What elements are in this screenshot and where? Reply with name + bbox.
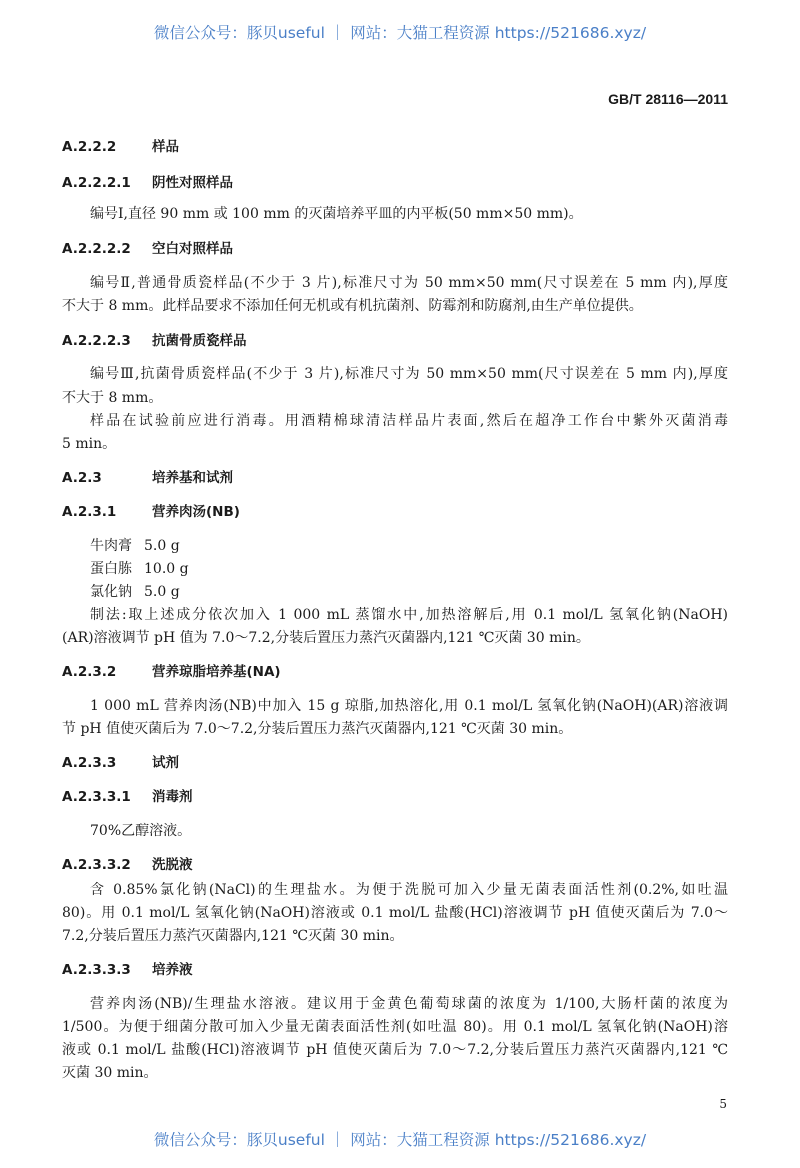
- section-title: 空白对照样品: [152, 241, 233, 257]
- paragraph-line: 80)。用 0.1 mol/L 氢氧化钠(NaOH)溶液或 0.1 mol/L 盐酸(HCl)溶液调节 pH 值使灭菌后为 7.0～: [62, 905, 728, 921]
- paragraph-line: (AR)溶液调节 pH 值为 7.0～7.2,分装后置压力蒸汽灭菌器内,121 ℃灭菌 30 min。: [62, 630, 590, 646]
- paragraph-line: 制法:取上述成分依次加入 1 000 mL 蒸馏水中,加热溶解后,用 0.1 mol/L 氢氧化钠(NaOH): [90, 607, 728, 623]
- paragraph-line: 编号Ⅱ,普通骨质瓷样品(不少于 3 片),标准尺寸为 50 mm×50 mm(尺寸误差在 5 mm 内),厚度: [90, 275, 728, 291]
- section-title: 抗菌骨质瓷样品: [152, 333, 247, 349]
- heading-a2-3-3: [62, 754, 728, 772]
- paragraph-line: 1/500。为便于细菌分散可加入少量无菌表面活性剂(如吐温 80)。用 0.1 mol/L 氢氧化钠(NaOH)溶: [62, 1019, 728, 1035]
- section-title: 消毒剂: [152, 789, 193, 805]
- paragraph-line: 不大于 8 mm。: [62, 390, 163, 406]
- paragraph-line: 1 000 mL 营养肉汤(NB)中加入 15 g 琼脂,加热溶化,用 0.1 mol/L 氢氧化钠(NaOH)(AR)溶液调: [90, 698, 728, 714]
- standard-code: GB/T 28116—2011: [608, 91, 728, 107]
- section-title: 洗脱液: [152, 857, 193, 873]
- section-number: A.2.2.2.2: [62, 241, 131, 257]
- section-title: 试剂: [152, 755, 179, 771]
- paragraph-line: 液或 0.1 mol/L 盐酸(HCl)溶液调节 pH 值使灭菌后为 7.0～7.2,分装后置压力蒸汽灭菌器内,121 ℃: [62, 1042, 728, 1058]
- ingredient-amount: 10.0 g: [144, 561, 189, 577]
- ingredient-row: [90, 560, 189, 578]
- ingredient-name: 蛋白胨: [90, 561, 132, 577]
- section-title: 营养琼脂培养基(NA): [152, 664, 281, 680]
- heading-a2-2-2-1: [62, 174, 728, 192]
- section-title: 培养液: [152, 962, 193, 978]
- paragraph-line: 编号Ⅰ,直径 90 mm 或 100 mm 的灭菌培养平皿的内平板(50 mm×50 mm)。: [90, 206, 583, 222]
- paragraph-line: 营养肉汤(NB)/生理盐水溶液。建议用于金黄色葡萄球菌的浓度为 1/100,大肠杆菌的浓度为: [90, 996, 728, 1012]
- ingredient-row: [90, 583, 180, 601]
- section-number: A.2.2.2.1: [62, 175, 131, 191]
- paragraph-line: 70%乙醇溶液。: [90, 823, 192, 839]
- watermark-bottom: 微信公众号：豚贝useful ｜ 网站：大猫工程资源 https://521686.xyz/: [153, 1131, 647, 1149]
- section-title: 培养基和试剂: [152, 470, 233, 486]
- page-number: 5: [719, 1097, 727, 1111]
- ingredient-row: [90, 537, 180, 555]
- section-title: 样品: [152, 139, 179, 155]
- ingredient-amount: 5.0 g: [144, 538, 180, 554]
- paragraph-line: 5 min。: [62, 436, 117, 452]
- paragraph-line: 不大于 8 mm。此样品要求不添加任何无机或有机抗菌剂、防霉剂和防腐剂,由生产单位提供。: [62, 298, 643, 314]
- ingredient-name: 牛肉膏: [90, 538, 132, 554]
- section-number: A.2.3.3.3: [62, 962, 131, 978]
- heading-a2-3-1: [62, 503, 728, 521]
- heading-a2-2-2: [62, 138, 728, 156]
- paragraph-line: 含 0.85%氯化钠(NaCl)的生理盐水。为便于洗脱可加入少量无菌表面活性剂(0.2%,如吐温: [90, 882, 728, 898]
- section-number: A.2.3.3.1: [62, 789, 131, 805]
- heading-a2-3-3-1: [62, 788, 728, 806]
- paragraph-line: 7.2,分装后置压力蒸汽灭菌器内,121 ℃灭菌 30 min。: [62, 928, 404, 944]
- section-number: A.2.2.2.3: [62, 333, 131, 349]
- section-number: A.2.3.1: [62, 504, 117, 520]
- watermark-top: 微信公众号：豚贝useful ｜ 网站：大猫工程资源 https://521686.xyz/: [153, 24, 647, 42]
- paragraph-line: 灭菌 30 min。: [62, 1065, 158, 1081]
- heading-a2-2-2-2: [62, 240, 728, 258]
- section-number: A.2.3.3.2: [62, 857, 131, 873]
- section-title: 阴性对照样品: [152, 175, 233, 191]
- ingredient-amount: 5.0 g: [144, 584, 180, 600]
- paragraph-line: 编号Ⅲ,抗菌骨质瓷样品(不少于 3 片),标准尺寸为 50 mm×50 mm(尺寸误差在 5 mm 内),厚度: [90, 366, 728, 382]
- section-number: A.2.2.2: [62, 139, 117, 155]
- heading-a2-3-2: [62, 663, 728, 681]
- heading-a2-3: [62, 469, 728, 487]
- heading-a2-2-2-3: [62, 332, 728, 350]
- heading-a2-3-3-2: [62, 856, 728, 874]
- heading-a2-3-3-3: [62, 961, 728, 979]
- section-number: A.2.3.3: [62, 755, 117, 771]
- section-number: A.2.3.2: [62, 664, 117, 680]
- section-number: A.2.3: [62, 470, 102, 486]
- ingredient-name: 氯化钠: [90, 584, 132, 600]
- paragraph-line: 样品在试验前应进行消毒。用酒精棉球清洁样品片表面,然后在超净工作台中紫外灭菌消毒: [90, 413, 728, 429]
- paragraph-line: 节 pH 值使灭菌后为 7.0～7.2,分装后置压力蒸汽灭菌器内,121 ℃灭菌 30 min。: [62, 721, 573, 737]
- section-title: 营养肉汤(NB): [152, 504, 240, 520]
